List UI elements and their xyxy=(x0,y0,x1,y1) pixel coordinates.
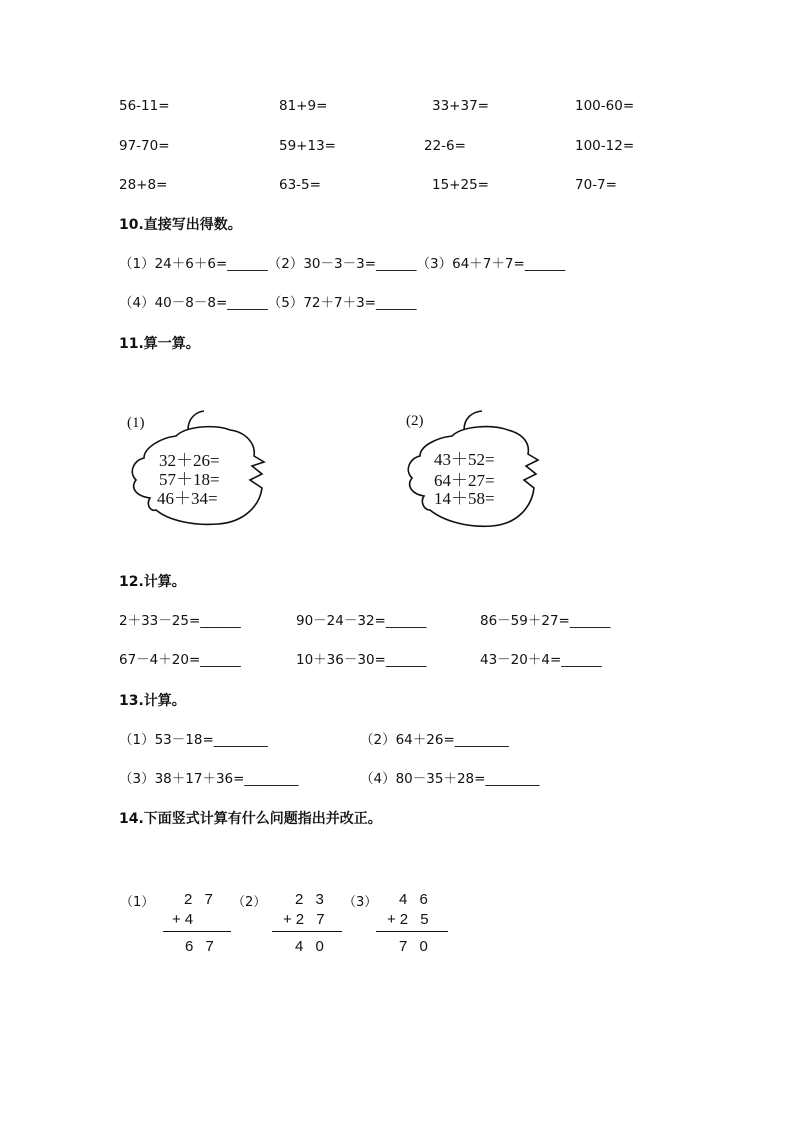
q13-item: （1）53－18=________ xyxy=(119,732,268,748)
leaf-equation: 57＋18= xyxy=(159,470,220,489)
q10-line-2: （4）40－8－8=______（5）72＋7＋3=______ xyxy=(119,295,417,311)
oral-item: 59+13= xyxy=(279,138,336,154)
problem-addend: +2 5 xyxy=(387,911,433,928)
q11-title: 11.算一算。 xyxy=(119,336,200,352)
oral-item: 33+37= xyxy=(432,98,489,114)
q12-item: 43－20＋4=______ xyxy=(480,652,602,668)
q12-item: 10＋36－30=______ xyxy=(296,652,427,668)
q14-title: 14.下面竖式计算有什么问题指出并改正。 xyxy=(119,811,382,827)
sum-line xyxy=(376,931,448,932)
oral-item: 56-11= xyxy=(119,98,170,114)
oral-item: 100-12= xyxy=(575,138,635,154)
problem-top-number: 2 7 xyxy=(184,891,217,908)
leaf-equation: 43＋52= xyxy=(434,450,495,469)
oral-item: 70-7= xyxy=(575,177,617,193)
problem-label: （2） xyxy=(232,895,267,910)
q13-title: 13.计算。 xyxy=(119,693,186,709)
problem-label: （3） xyxy=(343,895,378,910)
oral-item: 100-60= xyxy=(575,98,635,114)
q10-line-1: （1）24＋6＋6=______（2）30－3－3=______（3）64＋7＋7=______ xyxy=(119,256,566,272)
leaf-number-1: (1) xyxy=(127,415,145,431)
q12-item: 2＋33－25=______ xyxy=(119,613,241,629)
oral-item: 63-5= xyxy=(279,177,321,193)
q12-item: 67－4＋20=______ xyxy=(119,652,241,668)
q12-item: 86－59＋27=______ xyxy=(480,613,611,629)
q13-item: （2）64＋26=________ xyxy=(360,732,509,748)
q13-item: （4）80－35＋28=________ xyxy=(360,771,540,787)
oral-item: 97-70= xyxy=(119,138,170,154)
problem-label: （1） xyxy=(120,895,155,910)
problem-result: 4 0 xyxy=(295,938,328,955)
problem-result: 6 7 xyxy=(185,938,218,955)
oral-item: 28+8= xyxy=(119,177,168,193)
q10-title: 10.直接写出得数。 xyxy=(119,217,242,233)
leaf-number-2: (2) xyxy=(406,413,424,429)
oral-item: 22-6= xyxy=(424,138,466,154)
q12-title: 12.计算。 xyxy=(119,574,186,590)
problem-result: 7 0 xyxy=(399,938,432,955)
problem-addend: +2 7 xyxy=(283,911,329,928)
leaf-equation: 14＋58= xyxy=(434,489,495,508)
sum-line xyxy=(272,931,342,932)
leaf-equation: 32＋26= xyxy=(159,451,220,470)
problem-top-number: 2 3 xyxy=(295,891,328,908)
problem-top-number: 4 6 xyxy=(399,891,432,908)
leaf-equation: 64＋27= xyxy=(434,471,495,490)
problem-addend: +4 xyxy=(172,911,198,928)
q12-item: 90－24－32=______ xyxy=(296,613,427,629)
oral-item: 81+9= xyxy=(279,98,328,114)
q13-item: （3）38＋17＋36=________ xyxy=(119,771,299,787)
leaf-equation: 46＋34= xyxy=(157,489,218,508)
sum-line xyxy=(163,931,231,932)
oral-item: 15+25= xyxy=(432,177,489,193)
